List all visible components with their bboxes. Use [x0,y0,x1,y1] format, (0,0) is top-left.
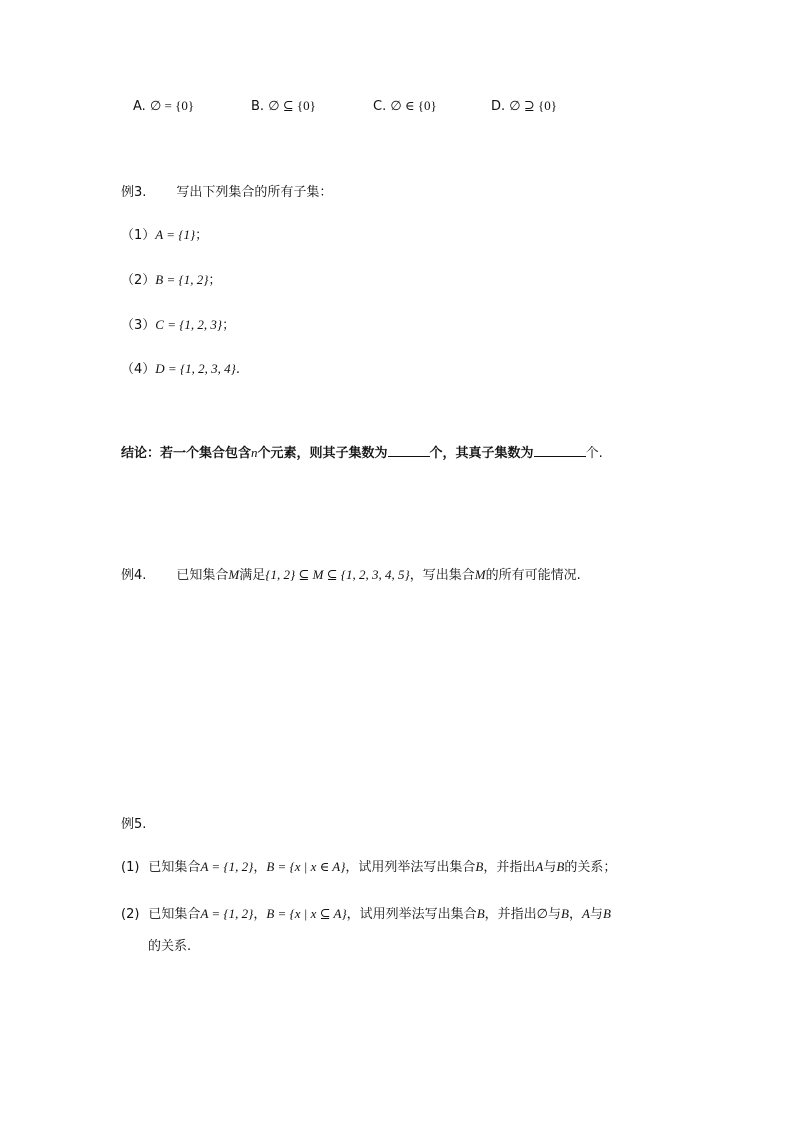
choice-expression: ∅ ⊆ {0} [268,98,316,113]
item-text: ，并指出 [484,907,537,922]
variable-m: M [228,567,240,582]
item-end: ； [222,318,236,333]
example-4 [121,566,581,585]
choice-b [251,96,316,117]
item-text: 与 [543,860,557,875]
example-label: 例4. [121,568,147,583]
conclusion-label: 结论： [121,446,161,461]
variable-a: A [535,859,544,874]
item-text: 的关系； [564,860,617,875]
conclusion-text: 个元素，则其子集数为 [257,446,388,461]
conclusion-text: 个，其真子集数为 [429,446,534,461]
set-expression: {1, 2} ⊆ M ⊆ {1, 2, 3, 4, 5} [265,567,410,582]
item-end: . [235,362,240,377]
example-5-item-2 [121,905,611,924]
example-text: 已知集合 [176,568,229,583]
set-expression: A = {1, 2} [200,906,254,921]
choice-expression: ∅ ⊇ {0} [509,98,557,113]
item-number: （1） [121,228,156,243]
item-text: ，试用列举法写出集合 [345,860,476,875]
item-number: （2） [121,273,156,288]
set-expression: A = {1, 2} [200,859,254,874]
variable-n: n [251,445,258,460]
item-text: 已知集合 [148,860,201,875]
answer-blank[interactable] [534,443,586,457]
item-number: (2) [121,907,140,922]
item-end: ； [208,273,222,288]
set-expression: B = {1, 2} [155,272,209,287]
item-text: 的关系. [148,939,192,954]
item-number: （4） [121,362,156,377]
example-5-heading [121,816,146,834]
variable-b: B [561,906,569,921]
item-text: ，试用列举法写出集合 [346,907,477,922]
variable-a: A [581,906,590,921]
item-text: 与 [547,907,561,922]
choice-c [373,96,437,117]
example-prompt: 写出下列集合的所有子集： [176,185,333,200]
variable-b: B [556,859,565,874]
example-3-item-4 [121,360,240,379]
item-end: ； [195,228,209,243]
conclusion-text: 若一个集合包含 [160,446,252,461]
example-text: 的所有可能情况. [485,568,581,583]
item-number: （3） [121,318,156,333]
empty-set-symbol: ∅ [536,906,548,921]
example-5-item-2-continuation [148,938,191,956]
item-text: ， [253,860,267,875]
answer-blank[interactable] [388,443,430,457]
example-3-item-3 [121,316,235,335]
example-label: 例3. [121,185,147,200]
choice-d [491,96,557,117]
item-text: 与 [589,907,603,922]
choice-label: C. [373,99,387,114]
choice-a [133,96,194,117]
item-text: ，并指出 [483,860,536,875]
set-expression: B = {x | x ∈ A} [266,859,346,874]
choice-label: D. [491,99,506,114]
item-text: ， [253,907,267,922]
example-5-item-1 [121,858,616,877]
choice-expression: ∅ = {0} [149,98,195,113]
conclusion [121,443,603,463]
item-text: 已知集合 [148,907,201,922]
set-expression: C = {1, 2, 3} [155,317,223,332]
example-text: ，写出集合 [409,568,475,583]
variable-b: B [602,906,611,921]
set-expression: D = {1, 2, 3, 4} [155,361,236,376]
variable-m: M [474,567,486,582]
choice-expression: ∅ ∈ {0} [390,98,437,113]
example-label: 例5. [121,817,147,832]
choice-label: A. [133,99,146,114]
set-expression: A = {1} [155,227,196,242]
set-expression: B = {x | x ⊆ A} [266,906,347,921]
example-3-item-1 [121,226,208,245]
choice-label: B. [251,99,265,114]
conclusion-text: 个. [585,446,603,461]
item-text: ， [568,907,582,922]
example-text: 满足 [239,568,266,583]
variable-b: B [475,859,484,874]
variable-b: B [476,906,485,921]
example-3-item-2 [121,271,221,290]
example-3-heading [121,184,332,202]
item-number: (1) [121,860,140,875]
